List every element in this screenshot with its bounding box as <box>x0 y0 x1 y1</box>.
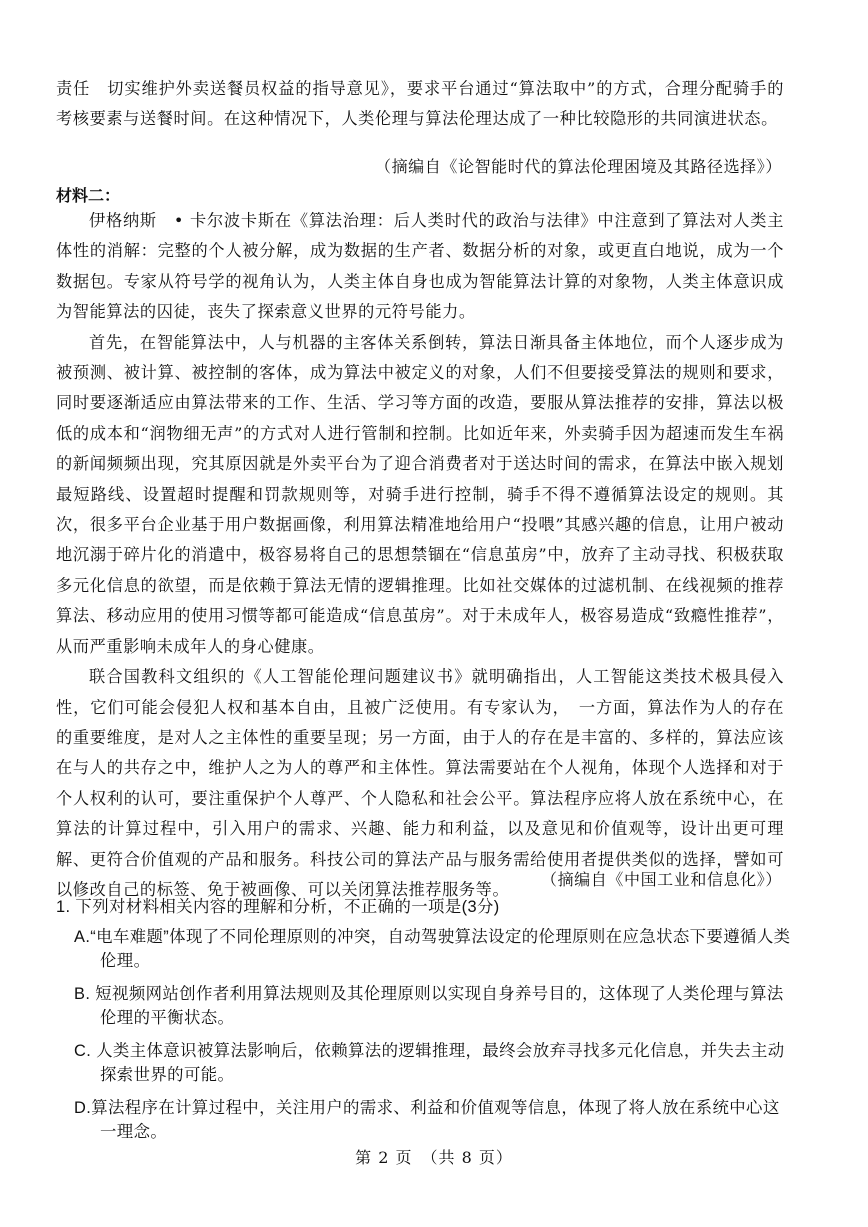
option-b: B. 短视频网站创作者利用算法规则及其伦理原则以实现自身养号目的，这体现了人类伦理与算法伦理的平衡状态。 <box>74 984 784 1027</box>
option-d: D.算法程序在计算过程中，关注用户的需求、利益和价值观等信息，体现了将人放在系统中心这一理念。 <box>74 1098 780 1141</box>
material-2-body <box>56 206 784 905</box>
material-2-heading: 材料二： <box>56 186 121 205</box>
question-stem: 1. 下列对材料相关内容的理解和分析，不正确的一项是(3分) <box>56 898 500 916</box>
option-a: A.“电车难题”体现了不同伦理原则的冲突，自动驾驶算法设定的伦理原则在应急状态下要遵循人类伦理。 <box>74 927 791 970</box>
material-2-paragraph: 首先，在智能算法中，人与机器的主客体关系倒转，算法日渐具备主体地位，而个人逐步成为被预测、被计算、被控制的客体，成为算法中被定义的对象，人们不但要接受算法的规则和要求，同时要逐渐适应由算法带来的工作、生活、学习等方面的改造，要服从算法推荐的安排，算法以极低的成本和“润物细无声”的方式对人进行管制和控制。比如近年来，外卖骑手因为超速而发生车祸的新闻频频出现，究其原因就是外卖平台为了迎合消费者对于送达时间的需求，在算法中嵌入规划最短路线、设置超时提醒和罚款规则等，对骑手进行控制，骑手不得不遵循算法设定的规则。其次，很多平台企业基于用户数据画像，利用算法精准地给用户“投喂”其感兴趣的信息，让用户被动地沉溺于碎片化的消遣中，极容易将自己的思想禁锢在“信息茧房”中，放弃了主动寻找、积极获取多元化信息的欲望，而是依赖于算法无情的逻辑推理。比如社交媒体的过滤机制、在线视频的推荐算法、移动应用的使用习惯等都可能造成“信息茧房”。对于未成年人，极容易造成“致瘾性推荐”，从而严重影响未成年人的身心健康。 <box>56 332 784 656</box>
material-2-paragraph: 联合国教科文组织的《人工智能伦理问题建议书》就明确指出，人工智能这类技术极具侵入性，它们可能会侵犯人权和基本自由，且被广泛使用。有专家认为， 一方面，算法作为人的存在的重要维度，是对人之主体性的重要呈现；另一方面，由于人的存在是丰富的、多样的，算法应该在与人的共存之中，维护人之为人的尊严和主体性。算法需要站在个人视角，体现个人选择和对于个人权利的认可，要注重保护个人尊严、个人隐私和社会公平。算法程序应将人放在系统中心，在算法的计算过程中，引入用户的需求、兴趣、能力和利益，以及意见和价值观等，设计出更可理解、更符合价值观的产品和服务。科技公司的算法产品与服务需给使用者提供类似的选择，譬如可以修改自己的标签、免于被画像、可以关闭算法推荐服务等。 <box>56 667 784 899</box>
question-options <box>56 925 796 1145</box>
source-citation-2: （摘编自《中国工业和信息化》） <box>540 870 782 889</box>
question-1 <box>56 892 796 1153</box>
option-c: C. 人类主体意识被算法影响后，依赖算法的逻辑推理，最终会放弃寻找多元化信息，并失去主动探索世界的可能。 <box>74 1041 785 1084</box>
top-paragraph: 责任 切实维护外卖送餐员权益的指导意见》，要求平台通过“算法取中”的方式，合理分配骑手的考核要素与送餐时间。在这种情况下，人类伦理与算法伦理达成了一种比较隐形的共同演进状态。 <box>56 79 784 129</box>
source-citation-1: （摘编自《论智能时代的算法伦理困境及其路径选择》） <box>374 157 782 176</box>
material-1-tail <box>56 74 784 135</box>
material-2-paragraph: 伊格纳斯 • 卡尔波卡斯在《算法治理：后人类时代的政治与法律》中注意到了算法对人类主体性的消解：完整的个人被分解，成为数据的生产者、数据分析的对象，或更直白地说，成为一个数据包。专家从符号学的视角认为，人类主体自身也成为智能算法计算的对象物，人类主体意识成为智能算法的囚徒，丧失了探索意义世界的元符号能力。 <box>56 211 784 322</box>
page-number-footer: 第 2 页 （共 8 页） <box>355 1148 513 1167</box>
